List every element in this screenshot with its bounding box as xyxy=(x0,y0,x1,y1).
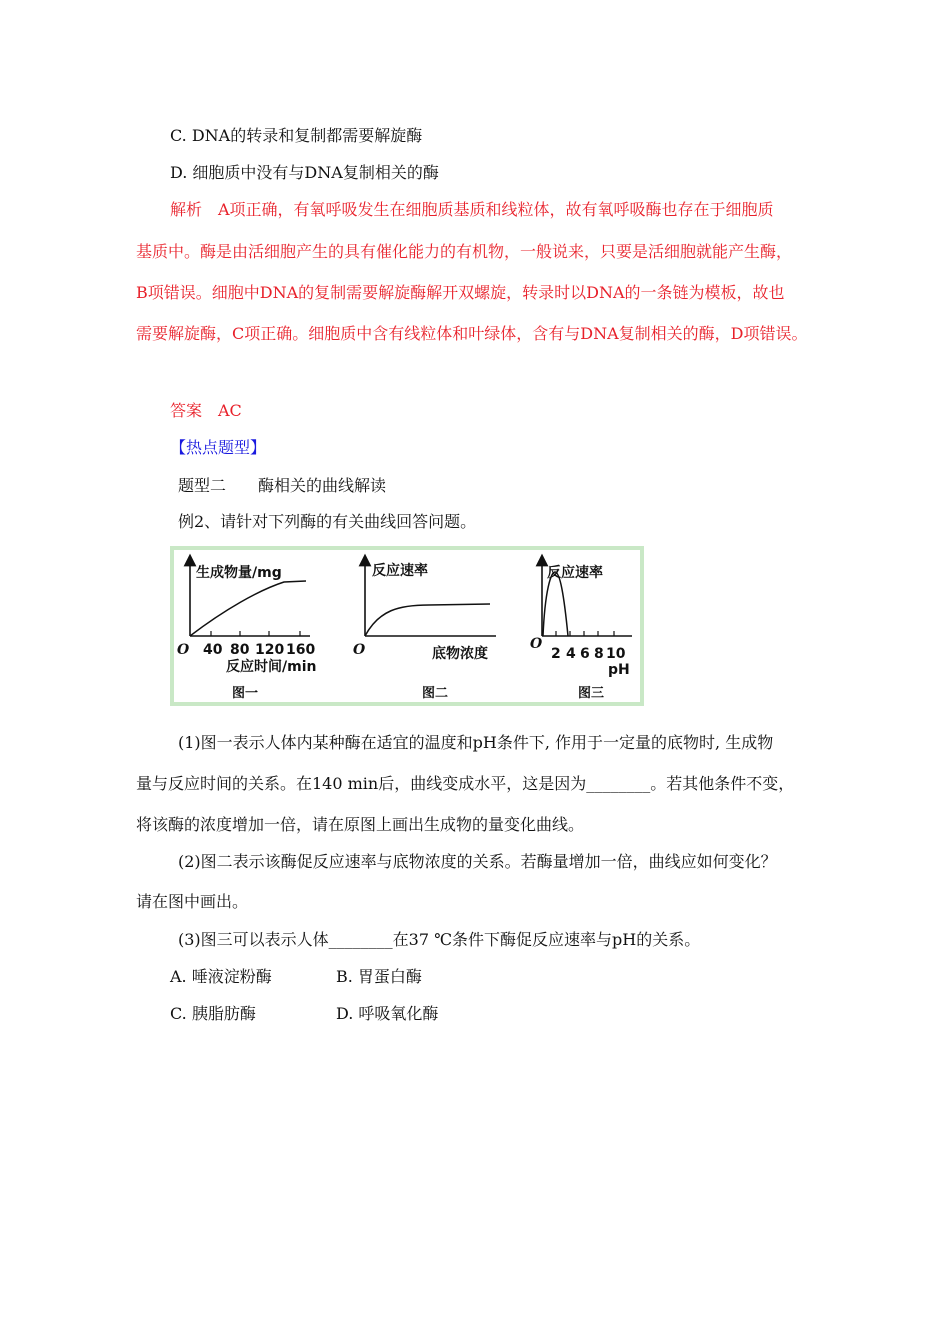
fig3-tick-label-2: 2 xyxy=(551,646,561,662)
fig3-origin: O xyxy=(530,636,543,652)
option-c: C. DNA的转录和复制都需要解旋酶 xyxy=(170,126,423,145)
fig3-xlabel: pH xyxy=(608,662,630,678)
fig3-tick-label-10: 10 xyxy=(606,646,626,662)
figure-3 xyxy=(530,560,632,701)
q1-line-2: 量与反应时间的关系。在140 min后，曲线变成水平，这是因为________。若其他条件不变， xyxy=(136,774,795,793)
analysis-line-1: 解析 A项正确，有氧呼吸发生在细胞质基质和线粒体，故有氧呼吸酶也存在于细胞质 xyxy=(170,200,774,219)
fig1-tick-label-80: 80 xyxy=(230,642,250,658)
fig1-xlabel: 反应时间/min xyxy=(226,659,317,675)
fig2-xlabel: 底物浓度 xyxy=(432,646,488,662)
fig3-ylabel: 反应速率 xyxy=(547,565,603,581)
choice-a: A. 唾液淀粉酶 xyxy=(170,967,272,986)
figure-2 xyxy=(353,560,496,701)
fig3-tick-label-6: 6 xyxy=(580,646,590,662)
fig1-ylabel: 生成物量/mg xyxy=(196,565,282,581)
choice-b: B. 胃蛋白酶 xyxy=(336,967,422,986)
section-tag: 【热点题型】 xyxy=(170,438,267,457)
enzyme-curves-svg xyxy=(174,550,640,702)
fig3-tick-label-8: 8 xyxy=(594,646,604,662)
fig2-origin: O xyxy=(353,642,366,658)
analysis-line-3: B项错误。细胞中DNA的复制需要解旋酶解开双螺旋，转录时以DNA的一条链为模板，故也 xyxy=(136,283,785,302)
q1-line-1: (1)图一表示人体内某种酶在适宜的温度和pH条件下, 作用于一定量的底物时, 生成物 xyxy=(178,733,774,752)
analysis-line-4: 需要解旋酶，C项正确。细胞质中含有线粒体和叶绿体，含有与DNA复制相关的酶，D项错误。 xyxy=(136,324,808,343)
q2-line-1: (2)图二表示该酶促反应速率与底物浓度的关系。若酶量增加一倍，曲线应如何变化？ xyxy=(178,852,777,871)
fig3-tick-label-4: 4 xyxy=(566,646,576,662)
fig2-ylabel: 反应速率 xyxy=(372,563,428,579)
fig1-tick-label-40: 40 xyxy=(203,642,223,658)
question-type-title: 题型二 酶相关的曲线解读 xyxy=(178,476,387,495)
q1-line-3: 将该酶的浓度增加一倍，请在原图上画出生成物的量变化曲线。 xyxy=(136,815,585,834)
fig1-curve xyxy=(190,581,306,636)
choice-c: C. 胰脂肪酶 xyxy=(170,1004,256,1023)
fig1-tick-label-160: 160 xyxy=(286,642,316,658)
fig1-origin: O xyxy=(177,642,190,658)
answer: 答案 AC xyxy=(170,401,242,420)
q2-line-2: 请在图中画出。 xyxy=(136,892,249,911)
choice-d: D. 呼吸氧化酶 xyxy=(336,1004,439,1023)
fig1-caption: 图一 xyxy=(232,686,259,701)
analysis-line-2: 基质中。酶是由活细胞产生的具有催化能力的有机物，一般说来，只要是活细胞就能产生酶， xyxy=(136,242,793,261)
figure-1 xyxy=(177,560,316,701)
fig3-curve xyxy=(543,572,568,636)
fig1-tick-label-120: 120 xyxy=(255,642,285,658)
option-d: D. 细胞质中没有与DNA复制相关的酶 xyxy=(170,163,439,182)
example-prompt: 例2、请针对下列酶的有关曲线回答问题。 xyxy=(178,512,477,531)
q3-line-1: (3)图三可以表示人体________在37 ℃条件下酶促反应速率与pH的关系。 xyxy=(178,930,701,949)
fig2-caption: 图二 xyxy=(422,686,449,701)
fig2-curve xyxy=(365,604,490,636)
enzyme-curves-figure xyxy=(170,546,644,706)
fig3-caption: 图三 xyxy=(578,686,605,701)
